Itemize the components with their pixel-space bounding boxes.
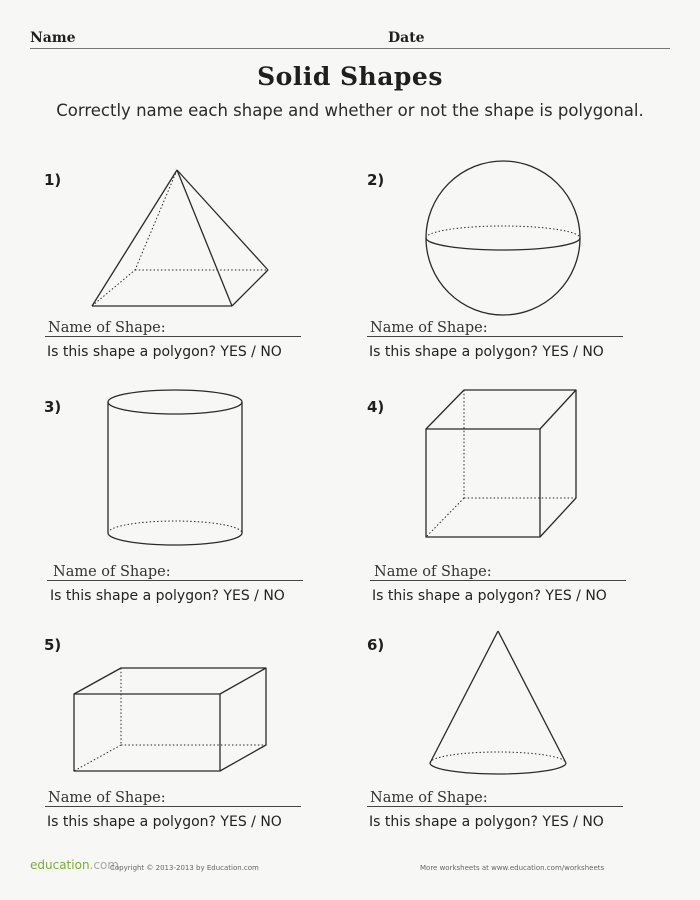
- polygon-question: Is this shape a polygon? YES / NO: [47, 814, 282, 830]
- problem-number: 3): [44, 398, 62, 416]
- education-logo[interactable]: [30, 858, 119, 872]
- problem-number: 1): [44, 171, 62, 189]
- copyright-text: Copyright © 2013-2013 by Education.com: [110, 864, 259, 872]
- polygon-question: Is this shape a polygon? YES / NO: [50, 588, 285, 604]
- logo-tld: .com: [89, 858, 119, 872]
- page-title: Solid Shapes: [257, 62, 443, 91]
- problem-number: 6): [367, 636, 385, 654]
- problem-number: 5): [44, 636, 62, 654]
- instructions: Correctly name each shape and whether or not the shape is polygonal.: [56, 101, 644, 120]
- name-answer-line[interactable]: [367, 806, 623, 807]
- polygon-question: Is this shape a polygon? YES / NO: [47, 344, 282, 360]
- problem-number: 4): [367, 398, 385, 416]
- name-of-shape-label: Name of Shape:: [48, 320, 166, 336]
- polygon-question: Is this shape a polygon? YES / NO: [369, 344, 604, 360]
- problem-number: 2): [367, 171, 385, 189]
- name-of-shape-label: Name of Shape:: [370, 320, 488, 336]
- name-label: Name: [30, 30, 76, 46]
- polygon-question: Is this shape a polygon? YES / NO: [369, 814, 604, 830]
- logo-name: education: [30, 858, 90, 872]
- name-of-shape-label: Name of Shape:: [48, 790, 166, 806]
- name-of-shape-label: Name of Shape:: [374, 564, 492, 580]
- name-of-shape-label: Name of Shape:: [53, 564, 171, 580]
- name-of-shape-label: Name of Shape:: [370, 790, 488, 806]
- more-worksheets-link[interactable]: More worksheets at www.education.com/worksheets: [420, 864, 605, 872]
- date-label: Date: [388, 30, 425, 46]
- polygon-question: Is this shape a polygon? YES / NO: [372, 588, 607, 604]
